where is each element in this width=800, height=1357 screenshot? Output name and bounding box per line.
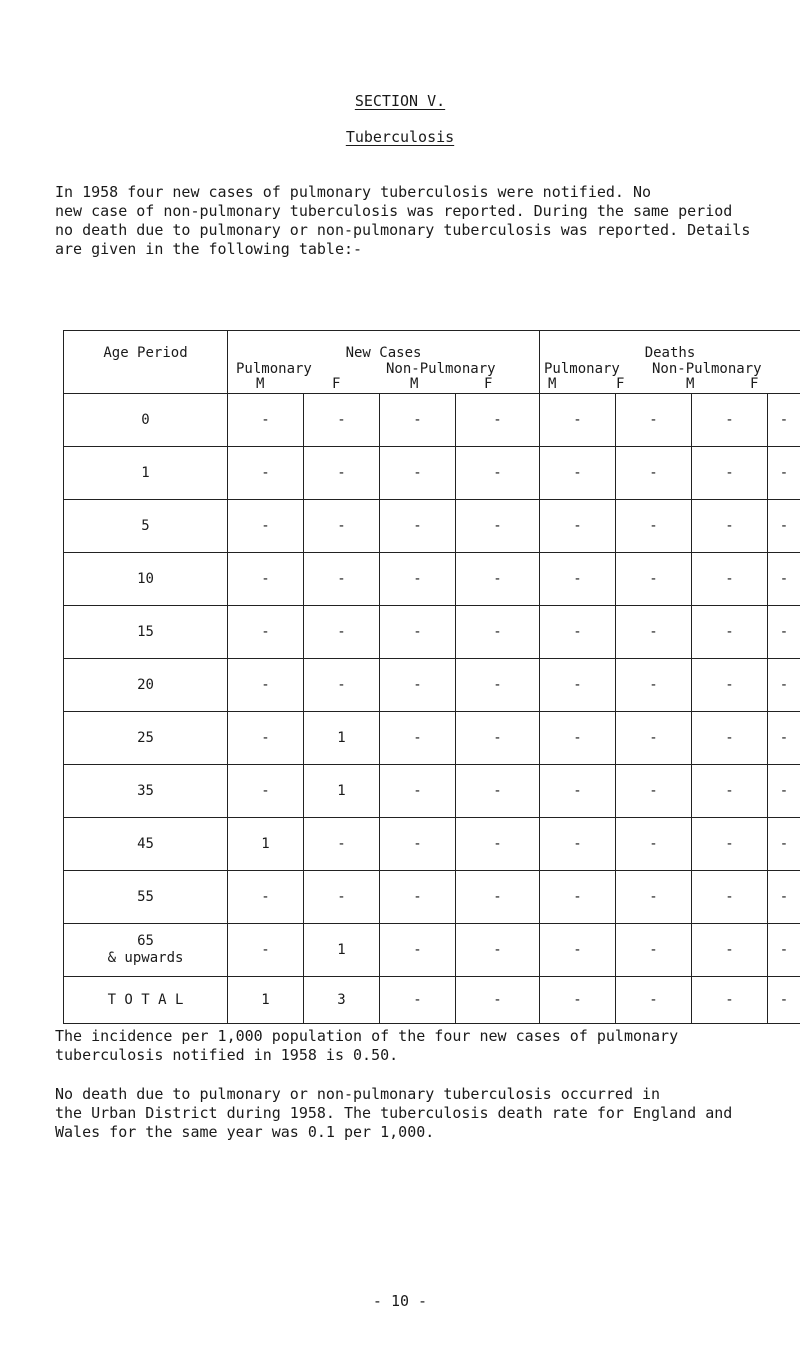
table-cell: - [380, 924, 456, 977]
table-cell: - [228, 924, 304, 977]
table-cell: - [304, 818, 380, 871]
table-cell: - [456, 553, 540, 606]
table-cell: - [456, 712, 540, 765]
table-cell: - [692, 553, 768, 606]
table-row [64, 659, 800, 712]
table-cell: - [380, 712, 456, 765]
table-cell: - [768, 659, 800, 712]
table-cell: - [540, 606, 616, 659]
table-cell: - [616, 394, 692, 447]
table-cell: - [228, 553, 304, 606]
table-row [64, 606, 800, 659]
table-cell: - [540, 765, 616, 818]
table-cell: - [380, 606, 456, 659]
table-cell: - [768, 977, 800, 1024]
table-cell: - [540, 977, 616, 1024]
table-cell: - [540, 394, 616, 447]
table-cell: - [380, 553, 456, 606]
table-cell: - [540, 818, 616, 871]
table-cell: - [304, 871, 380, 924]
table-cell: - [380, 394, 456, 447]
table-cell: - [616, 553, 692, 606]
table-cell: - [540, 659, 616, 712]
table-cell: - [692, 818, 768, 871]
age-cell: 45 [64, 818, 228, 871]
table-cell: - [228, 765, 304, 818]
table-cell: - [540, 447, 616, 500]
table-cell: - [540, 500, 616, 553]
table-cell: - [692, 659, 768, 712]
table-row [64, 500, 800, 553]
table-cell: - [456, 500, 540, 553]
table-cell: - [768, 924, 800, 977]
table-cell: - [692, 924, 768, 977]
age-cell: 65 & upwards [64, 924, 228, 977]
table-cell: - [768, 818, 800, 871]
table-row [64, 871, 800, 924]
table-cell: - [456, 818, 540, 871]
table-cell: - [456, 447, 540, 500]
age-cell: 20 [64, 659, 228, 712]
table-cell: - [456, 606, 540, 659]
table-cell: - [692, 394, 768, 447]
table-cell: - [692, 500, 768, 553]
table-cell: - [616, 977, 692, 1024]
table-cell: - [692, 712, 768, 765]
table-cell: - [228, 500, 304, 553]
table-cell: - [616, 924, 692, 977]
table-row [64, 553, 800, 606]
tuberculosis-table [63, 330, 800, 1024]
table-cell: - [304, 659, 380, 712]
table-cell: - [228, 871, 304, 924]
table-cell: - [540, 924, 616, 977]
table-cell: - [456, 924, 540, 977]
table-cell: 3 [304, 977, 380, 1024]
total-row [64, 977, 800, 1024]
table-cell: - [540, 871, 616, 924]
table-cell: - [616, 818, 692, 871]
table-cell: - [228, 606, 304, 659]
table-cell: - [228, 659, 304, 712]
table-row [64, 447, 800, 500]
table-cell: - [380, 818, 456, 871]
table-cell: - [768, 447, 800, 500]
table-cell: - [692, 765, 768, 818]
table-cell: - [692, 977, 768, 1024]
intro-paragraph: In 1958 four new cases of pulmonary tuberculosis were notified. No new case of non-pulmonary tuberculosis was reported. During the same period no death due to pulmonary or non-pulmonary tuberculosis was reported. Details are given in the following table:- [55, 183, 751, 258]
age-cell: 15 [64, 606, 228, 659]
table-cell: - [616, 606, 692, 659]
table-cell: - [768, 500, 800, 553]
table-cell: - [456, 659, 540, 712]
table-cell: - [304, 500, 380, 553]
table-cell: - [228, 394, 304, 447]
age-cell: 5 [64, 500, 228, 553]
table-cell: - [380, 447, 456, 500]
table-row [64, 924, 800, 977]
table-cell: - [616, 712, 692, 765]
new-cases-header: New Cases Pulmonary Non-Pulmonary M F M F [228, 331, 540, 394]
table-cell: - [768, 553, 800, 606]
table-cell: 1 [304, 765, 380, 818]
table-cell: - [540, 553, 616, 606]
table-cell: - [380, 500, 456, 553]
table-cell: - [380, 871, 456, 924]
table-cell: - [768, 394, 800, 447]
table-row [64, 394, 800, 447]
deaths-header: Deaths Pulmonary Non-Pulmonary M F M F [540, 331, 800, 394]
table-cell: - [616, 659, 692, 712]
table-cell: - [456, 871, 540, 924]
age-period-header: Age Period [64, 331, 228, 394]
table-cell: - [692, 871, 768, 924]
age-cell: 25 [64, 712, 228, 765]
table-cell: 1 [304, 712, 380, 765]
table-cell: - [768, 712, 800, 765]
table-cell: - [380, 765, 456, 818]
age-cell: 0 [64, 394, 228, 447]
table-cell: 1 [304, 924, 380, 977]
table-cell: - [380, 977, 456, 1024]
table-cell: - [304, 606, 380, 659]
table-cell: - [616, 500, 692, 553]
death-rate-paragraph: No death due to pulmonary or non-pulmonary tuberculosis occurred in the Urban District during 1958. The tuberculosis death rate for England and Wales for the same year was 0.1 per 1,000. [55, 1085, 733, 1141]
age-cell: 10 [64, 553, 228, 606]
table-cell: - [692, 447, 768, 500]
table-cell: - [616, 765, 692, 818]
table-row [64, 818, 800, 871]
table-cell: - [540, 712, 616, 765]
table-cell: - [768, 606, 800, 659]
table-row [64, 765, 800, 818]
table-cell: - [304, 394, 380, 447]
age-cell: 55 [64, 871, 228, 924]
table-cell: - [768, 871, 800, 924]
incidence-paragraph: The incidence per 1,000 population of the four new cases of pulmonary tuberculosis notified in 1958 is 0.50. [55, 1027, 679, 1064]
total-label: T O T A L [64, 977, 228, 1024]
table-cell: - [228, 712, 304, 765]
table-cell: - [456, 394, 540, 447]
page-number: - 10 - [372, 1292, 428, 1310]
table-cell: - [616, 447, 692, 500]
table-header-row [64, 331, 800, 394]
age-cell: 1 [64, 447, 228, 500]
table-cell: - [616, 871, 692, 924]
document-title: Tuberculosis [345, 128, 455, 146]
section-title: SECTION V. [354, 92, 446, 110]
table-cell: - [304, 553, 380, 606]
table-cell: - [228, 447, 304, 500]
table-cell: - [304, 447, 380, 500]
table-cell: - [456, 765, 540, 818]
table-cell: - [380, 659, 456, 712]
table-row [64, 712, 800, 765]
table-cell: - [768, 765, 800, 818]
table-cell: - [692, 606, 768, 659]
age-cell: 35 [64, 765, 228, 818]
table-cell: 1 [228, 818, 304, 871]
table-cell: 1 [228, 977, 304, 1024]
table-cell: - [456, 977, 540, 1024]
